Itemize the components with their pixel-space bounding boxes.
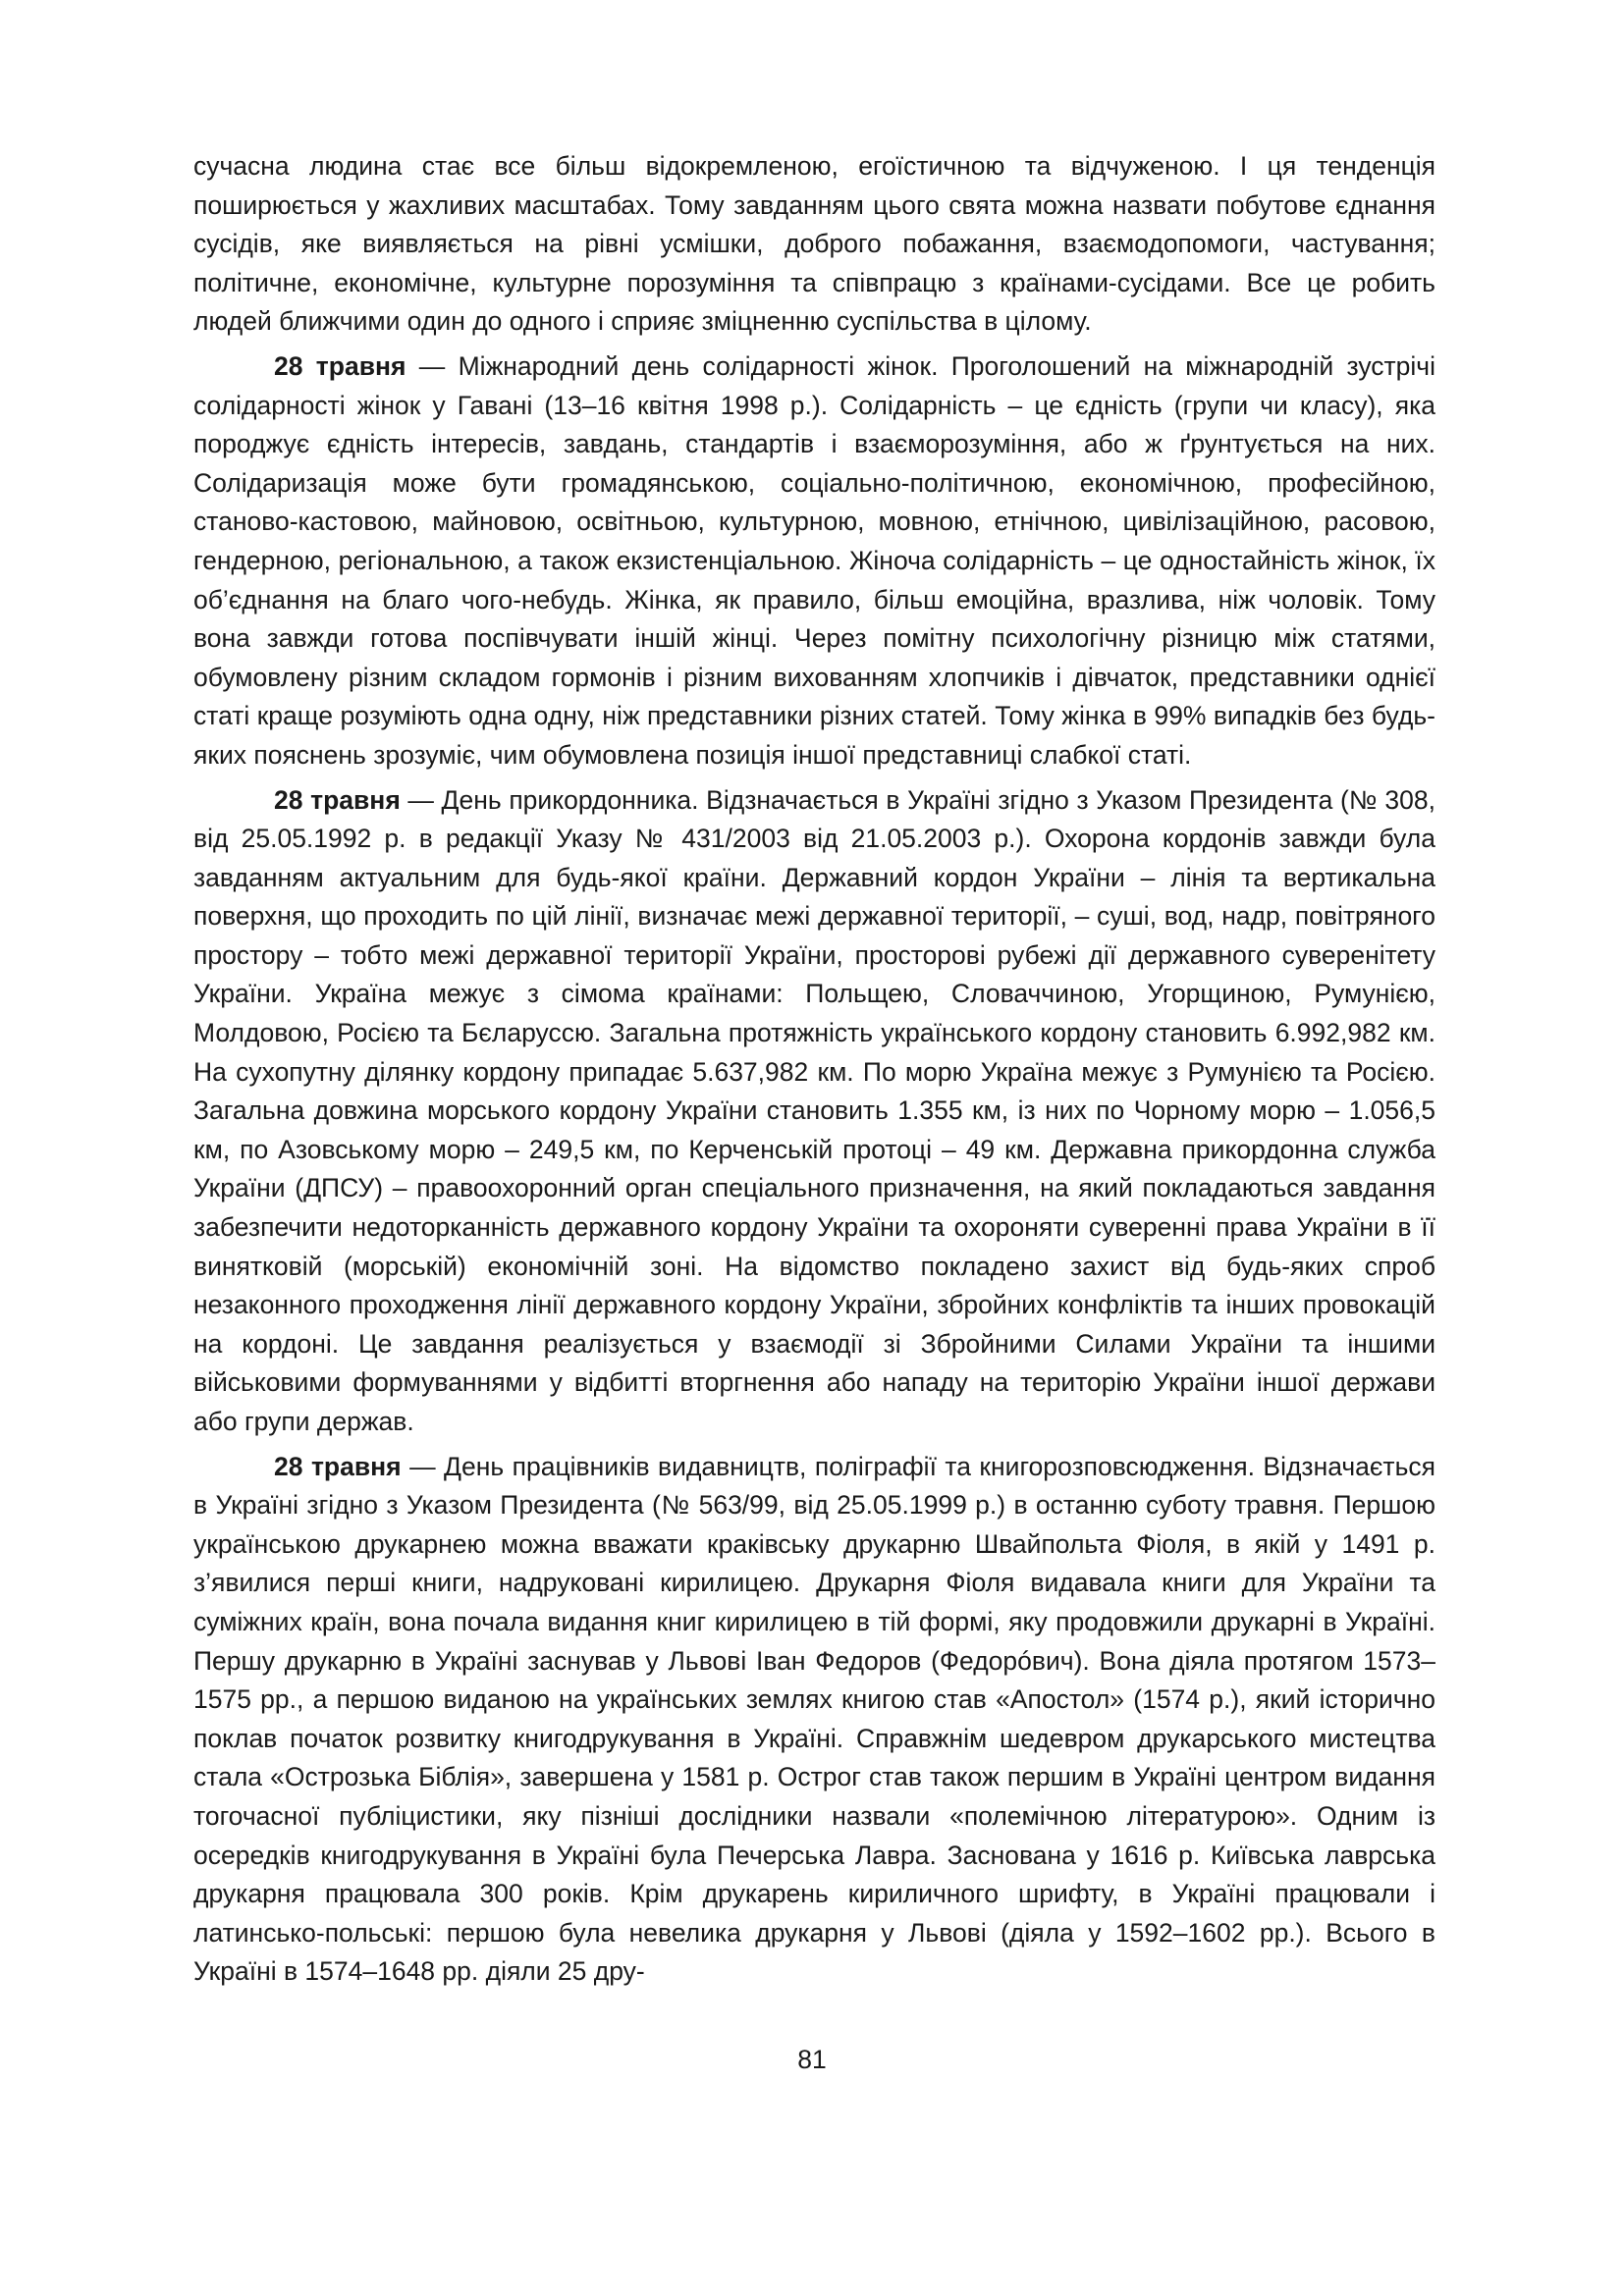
paragraph-women-solidarity-day: [193, 347, 1435, 775]
paragraph-date: 28 травня: [274, 350, 406, 381]
page-body: [193, 147, 1435, 1998]
paragraph-text: сучасна людина стає все більш відокремленою, егоїстичною та відчуженою. І ця тенденція поширюється у жахливих масштабах. Тому завданням цього свята можна назвати побутове єднання сусідів, яке виявляється на рівні усмішки, доброго побажання, взаємодопомоги, частування; політичне, економічне, культурне порозуміння та співпрацю з країнами-сусідами. Все це робить людей ближчими один до одного і сприяє зміцненню суспільства в цілому.: [193, 151, 1435, 337]
paragraph-text: — Міжнародний день солідарності жінок. Проголошений на міжнародній зустрічі солідарності жінок у Гавані (13–16 квітня 1998 р.). Солідарність – це єдність (групи чи класу), яка породжує єдність інтересів, завдань, стандартів і взаєморозуміння, або ж ґрунтується на них. Солідаризація може бути громадянською, соціально-політичною, економічною, професійною, станово-кастовою, майновою, освітньою, культурною, мовною, етнічною, цивілізаційною, расовою, гендерною, регіональною, а також екзистенціальною. Жіноча солідарність – це одностайність жінок, їх об’єднання на благо чого-небудь. Жінка, як правило, більш емоційна, вразлива, ніж чоловік. Тому вона завжди готова поспівчувати іншій жінці. Через помітну психологічну різницю між статями, обумовлену різним складом гормонів і різним вихованням хлопчиків і дівчаток, представники однієї статі краще розуміють одна одну, ніж представники різних статей. Тому жінка в 99% випадків без будь-яких пояснень зрозуміє, чим обумовлена позиція іншої представниці слабкої статі.: [193, 350, 1435, 770]
paragraph-publishing-workers-day: [193, 1448, 1435, 1992]
paragraph-date: 28 травня: [274, 1451, 402, 1481]
paragraph-intro: [193, 147, 1435, 342]
paragraph-text: — День прикордонника. Відзначається в Україні згідно з Указом Президента (№ 308, від 25.05.1992 р. в редакції Указу № 431/2003 від 21.05.2003 р.). Охорона кордонів завжди була завданням актуальним для будь-якої країни. Державний кордон України – лінія та вертикальна поверхня, що проходить по цій лінії, визначає межі державної території, – суші, вод, надр, повітряного простору – тобто межі державної території України, просторові рубежі дії державного суверенітету України. Україна межує з сімома країнами: Польщею, Словаччиною, Угорщиною, Румунією, Молдовою, Росією та Бєларуссю. Загальна протяжність українського кордону становить 6.992,982 км. На сухопутну ділянку кордону припадає 5.637,982 км. По морю Україна межує з Румунією та Росією. Загальна довжина морського кордону України становить 1.355 км, із них по Чорному морю – 1.056,5 км, по Азовському морю – 249,5 км, по Керченській протоці – 49 км. Державна прикордонна служба України (ДПСУ) – правоохоронний орган спеціального призначення, на який покладаються завдання забезпечити недоторканність державного кордону України та охороняти суверенні права України в її винятковій (морській) економічній зоні. На відомство покладено захист від будь-яких спроб незаконного проходження лінії державного кордону України, збройних конфліктів та інших провокацій на кордоні. Це завдання реалізується у взаємодії зі Збройними Силами України та іншими військовими формуваннями у відбитті вторгнення або нападу на територію України іншої держави або групи держав.: [193, 784, 1435, 1436]
paragraph-text: — День працівників видавництв, поліграфії та книгорозповсюдження. Відзначається в Україні згідно з Указом Президента (№ 563/99, від 25.05.1999 р.) в останню суботу травня. Першою українською друкарнею можна вважати краківську друкарню Швайпольта Фіоля, в якій у 1491 р. з’явилися перші книги, надруковані кирилицею. Друкарня Фіоля видавала книги для України та суміжних країн, вона почала видання книг кирилицею в тій формі, яку продовжили друкарні в Україні. Першу друкарню в Україні заснував у Львові Іван Федоров (Федорóвич). Вона діяла протягом 1573–1575 рр., а першою виданою на українських землях книгою став «Апостол» (1574 р.), який історично поклав початок розвитку книгодрукування в Україні. Справжнім шедевром друкарського мистецтва стала «Острозька Біблія», завершена у 1581 р. Острог став також першим в Україні центром видання тогочасної публіцистики, яку пізніші дослідники назвали «полемічною літературою». Одним із осередків книгодрукування в Україні була Печерська Лавра. Заснована у 1616 р. Київська лаврська друкарня працювала 300 років. Крім друкарень кириличного шрифту, в Україні працювали і латинсько-польські: першою була невелика друкарня у Львові (діяла у 1592–1602 рр.). Всього в Україні в 1574–1648 рр. діяли 25 дру-: [193, 1451, 1435, 1987]
paragraph-date: 28 травня: [274, 784, 401, 815]
paragraph-border-guard-day: [193, 781, 1435, 1442]
page-number: 81: [797, 2045, 827, 2074]
